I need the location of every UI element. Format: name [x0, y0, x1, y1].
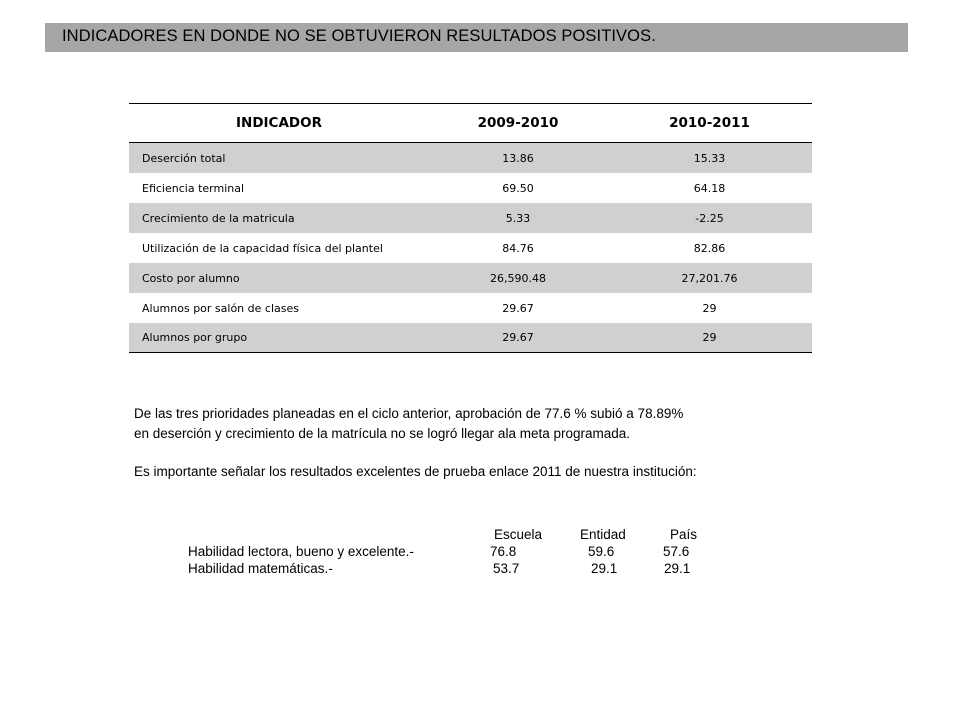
- paragraph-priorities: [134, 404, 683, 444]
- header-2010-2011: 2010-2011: [669, 115, 750, 131]
- row-value-2009: 29.67: [502, 331, 534, 344]
- paragraph-enlace: [134, 462, 697, 482]
- header-indicador: INDICADOR: [236, 115, 322, 131]
- table-row: [129, 203, 812, 233]
- row-indicator: Utilización de la capacidad física del plantel: [142, 241, 383, 255]
- header-entidad: Entidad: [580, 527, 626, 542]
- row-value-2010: 29: [702, 331, 717, 344]
- indicators-table: [129, 103, 812, 353]
- row-value-2010: 27,201.76: [681, 271, 738, 285]
- table-row: [129, 293, 812, 323]
- table-row: [129, 173, 812, 203]
- row-value-2009: 84.76: [502, 241, 534, 255]
- score-pais: 57.6: [663, 544, 690, 559]
- table-row: [129, 233, 812, 263]
- row-value-2009: 26,590.48: [490, 271, 546, 285]
- row-indicator: Crecimiento de la matricula: [142, 211, 295, 225]
- score-escuela: 76.8: [490, 544, 517, 559]
- row-value-2010: -2.25: [695, 211, 724, 225]
- title-banner: [45, 23, 908, 52]
- row-indicator: Costo por alumno: [142, 271, 240, 285]
- paragraph-line-3: Es importante señalar los resultados excelentes de prueba enlace 2011 de nuestra institución:: [134, 464, 697, 479]
- row-value-2010: 82.86: [693, 241, 726, 255]
- score-label: Habilidad matemáticas.-: [188, 561, 333, 576]
- banner-title: INDICADORES EN DONDE NO SE OBTUVIERON RESULTADOS POSITIVOS.: [62, 27, 656, 45]
- row-value-2009: 13.86: [502, 151, 534, 165]
- score-entidad: 29.1: [591, 561, 618, 576]
- row-value-2010: 15.33: [693, 151, 726, 165]
- score-escuela: 53.7: [493, 561, 520, 576]
- paragraph-line-1: De las tres prioridades planeadas en el ciclo anterior, aprobación de 77.6 % subió a 78.89%: [134, 406, 684, 421]
- header-pais: País: [670, 527, 698, 542]
- row-value-2010: 64.18: [693, 181, 726, 195]
- header-2009-2010: 2009-2010: [477, 115, 559, 131]
- row-value-2009: 29.67: [502, 301, 534, 315]
- row-indicator: Alumnos por salón de clases: [142, 301, 299, 315]
- table-header: [129, 103, 812, 143]
- row-value-2009: 5.33: [505, 211, 531, 225]
- table-row: [129, 323, 812, 353]
- table-row: [129, 143, 812, 173]
- header-escuela: Escuela: [494, 527, 543, 542]
- score-label: Habilidad lectora, bueno y excelente.-: [188, 544, 414, 559]
- row-indicator: Deserción total: [142, 151, 226, 165]
- row-indicator: Alumnos por grupo: [142, 331, 248, 344]
- score-pais: 29.1: [664, 561, 691, 576]
- score-entidad: 59.6: [588, 544, 615, 559]
- paragraph-line-2: en deserción y crecimiento de la matrícula no se logró llegar ala meta programada.: [134, 426, 631, 441]
- row-value-2010: 29: [702, 301, 717, 315]
- row-value-2009: 69.50: [502, 181, 534, 195]
- table-row: [129, 263, 812, 293]
- row-indicator: Eficiencia terminal: [142, 181, 245, 195]
